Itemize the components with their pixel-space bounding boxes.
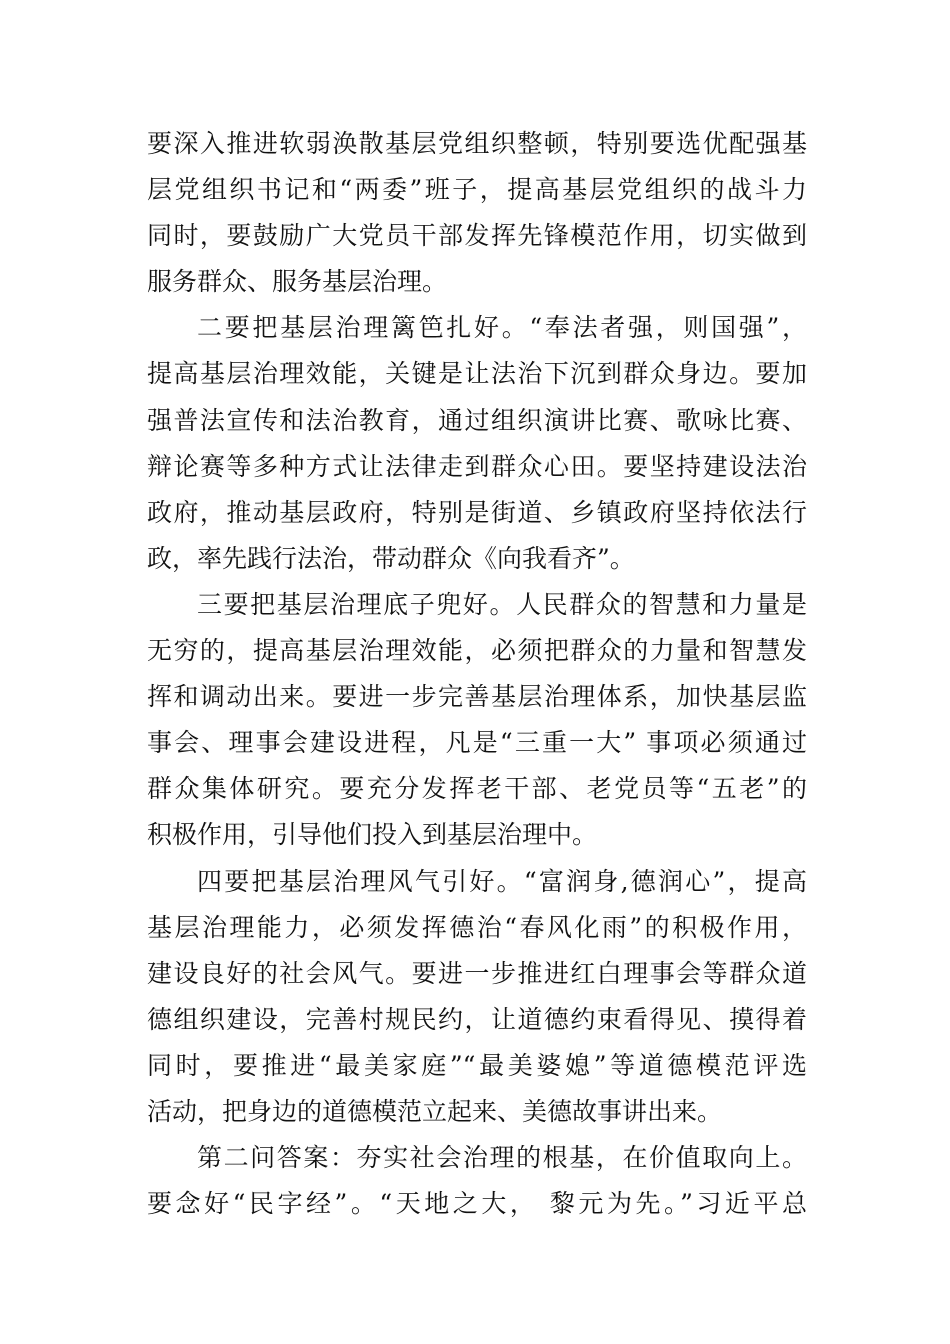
text-line: 政，率先践行法治，带动群众《向我看齐”。 bbox=[147, 543, 635, 573]
text-line: 服务群众、服务基层治理。 bbox=[147, 267, 448, 297]
text-line: 德组织建设，完善村规民约，让道德约束看得见、摸得着 bbox=[147, 1004, 807, 1034]
paragraph-first-line: 第二问答案：夯实社会治理的根基，在价值取向上。 bbox=[197, 1143, 807, 1173]
text-line: 政府，推动基层政府，特别是街道、乡镇政府坚持依法行 bbox=[147, 497, 807, 527]
text-line: 同时，要推进“最美家庭”“最美婆媳”等道德模范评选 bbox=[147, 1050, 807, 1080]
text-line: 辩论赛等多种方式让法律走到群众心田。要坚持建设法治 bbox=[147, 451, 807, 481]
text-line: 群众集体研究。要充分发挥老干部、老党员等“五老”的 bbox=[147, 774, 807, 804]
text-line: 事会、理事会建设进程，凡是“三重一大” 事项必须通过 bbox=[147, 728, 807, 758]
text-line: 提高基层治理效能，关键是让法治下沉到群众身边。要加 bbox=[147, 359, 807, 389]
text-line: 建设良好的社会风气。要进一步推进红白理事会等群众道 bbox=[147, 958, 807, 988]
text-line: 同时，要鼓励广大党员干部发挥先锋模范作用，切实做到 bbox=[147, 221, 807, 251]
body-text bbox=[147, 121, 807, 1227]
text-line: 挥和调动出来。要进一步完善基层治理体系，加快基层监 bbox=[147, 682, 807, 712]
text-line: 无穷的，提高基层治理效能，必须把群众的力量和智慧发 bbox=[147, 636, 807, 666]
text-line: 基层治理能力，必须发挥德治“春风化雨”的积极作用， bbox=[147, 912, 807, 942]
text-line: 活动，把身边的道德模范立起来、美德故事讲出来。 bbox=[147, 1096, 723, 1126]
text-line: 强普法宣传和法治教育，通过组织演讲比赛、歌咏比赛、 bbox=[147, 405, 807, 435]
text-line: 积极作用，引导他们投入到基层治理中。 bbox=[147, 820, 598, 850]
paragraph-first-line: 二要把基层治理篱笆扎好。“奉法者强，则国强”， bbox=[197, 313, 807, 343]
paragraph-first-line: 四要把基层治理风气引好。“富润身,德润心”，提高 bbox=[197, 866, 807, 896]
text-line: 要念好“民字经”。“天地之大， 黎元为先。”习近平总 bbox=[147, 1189, 807, 1219]
paragraph-first-line: 三要把基层治理底子兜好。人民群众的智慧和力量是 bbox=[197, 589, 807, 619]
text-line: 层党组织书记和“两委”班子，提高基层党组织的战斗力 bbox=[147, 175, 807, 205]
text-line: 要深入推进软弱涣散基层党组织整顿，特别要选优配强基 bbox=[147, 129, 807, 158]
